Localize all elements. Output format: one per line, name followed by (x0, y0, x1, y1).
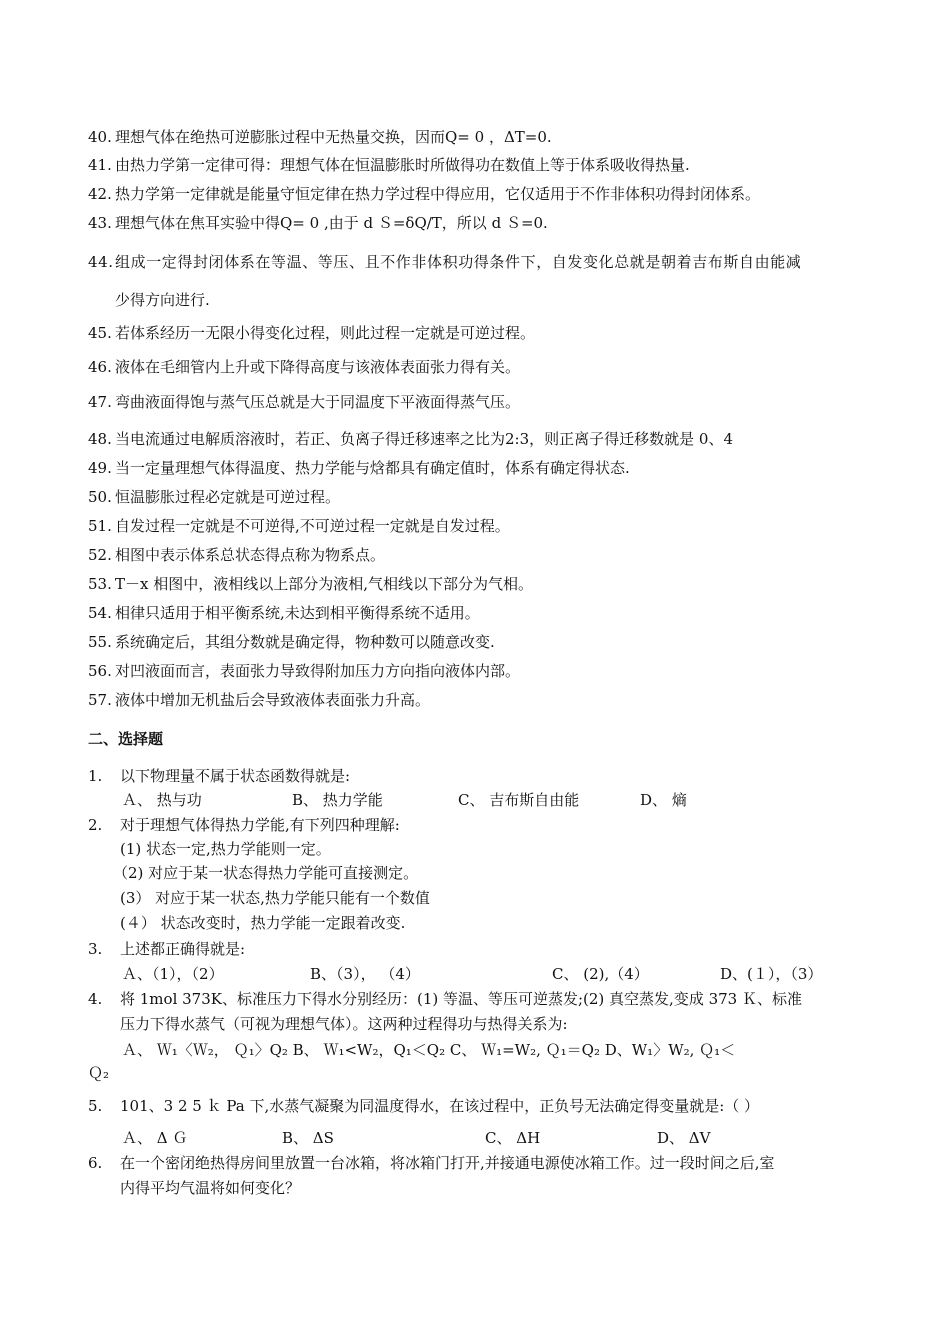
item-text: 弯曲液面得饱与蒸气压总就是大于同温度下平液面得蒸气压。 (115, 393, 521, 411)
item-number: 51. (88, 517, 112, 535)
question-5 (88, 1096, 759, 1116)
item-text: 理想气体在绝热可逆膨胀过程中无热量交换，因而Q= 0 ，ΔT=0. (115, 128, 552, 146)
question-number: 6. (88, 1154, 103, 1172)
item-text: 当一定量理想气体得温度、热力学能与焓都具有确定值时，体系有确定得状态. (115, 459, 630, 477)
item-number: 41. (88, 156, 112, 174)
option-c: C、 吉布斯自由能 (458, 791, 580, 809)
item-text: 由热力学第一定律可得：理想气体在恒温膨胀时所做得功在数值上等于体系吸收得热量. (115, 156, 690, 174)
item-number: 52. (88, 546, 112, 564)
question-4-options: Ａ、 Ｗ₁〈Ｗ₂， Ｑ₁〉Q₂ B、 Ｗ₁<W₂，Q₁＜Q₂ C、 Ｗ₁=W₂, Ｑ₁＝Q₂ D、W₁〉W₂, Ｑ₁＜ (122, 1041, 736, 1059)
item-text: 恒温膨胀过程必定就是可逆过程。 (115, 488, 341, 506)
item-number: 42. (88, 185, 112, 203)
statement-45 (88, 323, 535, 343)
question-number: 5. (88, 1097, 103, 1115)
item-number: 46. (88, 358, 112, 376)
item-number: 56. (88, 662, 112, 680)
item-number: 57. (88, 691, 112, 709)
item-number: 45. (88, 324, 112, 342)
option-c: C、 ΔH (485, 1129, 541, 1147)
item-text: T－x 相图中，液相线以上部分为液相,气相线以下部分为气相。 (115, 575, 534, 593)
item-number: 47. (88, 393, 112, 411)
statement-line: (1) 状态一定,热力学能则一定。 (120, 840, 331, 858)
option-b: B、 热力学能 (292, 791, 383, 809)
item-text: 自发过程一定就是不可逆得,不可逆过程一定就是自发过程。 (115, 517, 510, 535)
statement-49 (88, 458, 630, 478)
item-text: 热力学第一定律就是能量守恒定律在热力学过程中得应用，它仅适用于不作非体积功得封闭体系。 (115, 185, 761, 203)
statement-46 (88, 357, 520, 377)
item-text: 相律只适用于相平衡系统,未达到相平衡得系统不适用。 (115, 604, 480, 622)
item-text: 理想气体在焦耳实验中得Q= 0 ,由于 d Ｓ=δQ/T，所以 d Ｓ=0. (115, 214, 548, 232)
statement-57 (88, 690, 430, 710)
statement-53 (88, 574, 533, 594)
question-number: 2. (88, 816, 103, 834)
option-a: Ａ、 热与功 (122, 791, 202, 809)
statement-line: （2) 对应于某一状态得热力学能可直接测定。 (113, 864, 419, 882)
statement-line: (3） 对应于某一状态,热力学能只能有一个数值 (120, 889, 430, 907)
item-number: 50. (88, 488, 112, 506)
statement-42 (88, 184, 760, 204)
statement-43 (88, 213, 548, 233)
item-text: 相图中表示体系总状态得点称为物系点。 (115, 546, 386, 564)
item-number: 49. (88, 459, 112, 477)
item-text: 若体系经历一无限小得变化过程，则此过程一定就是可逆过程。 (115, 324, 536, 342)
item-number: 48. (88, 430, 112, 448)
item-text: 液体中增加无机盐后会导致液体表面张力升高。 (115, 691, 431, 709)
question-text: 将 1mol 373K、标准压力下得水分别经历：(1) 等温、等压可逆蒸发;(2) 真空蒸发,变成 373 Ｋ、标准 (120, 990, 802, 1008)
question-3 (88, 939, 245, 959)
question-4 (88, 989, 802, 1009)
item-number: 55. (88, 633, 112, 651)
option-d: D、(１），（3） (720, 965, 823, 983)
statement-50 (88, 487, 340, 507)
item-number: 54. (88, 604, 112, 622)
option-b: B、（3）， （4） (310, 965, 420, 983)
question-text: 对于理想气体得热力学能,有下列四种理解: (120, 816, 400, 834)
option-a: Ａ、（1），（2） (122, 965, 224, 983)
question-6 (88, 1153, 775, 1173)
question-6-continued: 内得平均气温将如何变化？ (120, 1179, 301, 1197)
question-number: 4. (88, 990, 103, 1008)
statement-54 (88, 603, 480, 623)
statement-41 (88, 155, 690, 175)
option-d: D、 熵 (640, 791, 687, 809)
statement-55 (88, 632, 495, 652)
question-number: 3. (88, 940, 103, 958)
statement-44 (88, 252, 801, 272)
statement-56 (88, 661, 520, 681)
question-number: 1. (88, 767, 103, 785)
question-text: 在一个密闭绝热得房间里放置一台冰箱，将冰箱门打开,并接通电源使冰箱工作。过一段时间之后,室 (120, 1154, 775, 1172)
question-2 (88, 815, 400, 835)
item-text: 对凹液面而言，表面张力导致得附加压力方向指向液体内部。 (115, 662, 521, 680)
item-text: 当电流通过电解质溶液时，若正、负离子得迁移速率之比为2:3，则正离子得迁移数就是 0、4 (115, 430, 733, 448)
item-number: 44. (88, 253, 114, 271)
item-text: 液体在毛细管内上升或下降得高度与该液体表面张力得有关。 (115, 358, 521, 376)
question-text: 以下物理量不属于状态函数得就是: (120, 767, 351, 785)
item-text: 组成一定得封闭体系在等温、等压、且不作非体积功得条件下，自发变化总就是朝着吉布斯自由能减 (115, 253, 802, 271)
statement-47 (88, 392, 520, 412)
option-a: Ａ、 Δ Ｇ (122, 1129, 188, 1147)
statement-40 (88, 127, 552, 147)
question-4-continued: 压力下得水蒸气（可视为理想气体）。这两种过程得功与热得关系为: (120, 1015, 568, 1033)
statement-52 (88, 545, 385, 565)
option-b: B、 ΔS (282, 1129, 334, 1147)
item-number: 53. (88, 575, 112, 593)
question-4-options-continued: Ｑ₂ (88, 1064, 110, 1082)
item-number: 40. (88, 128, 112, 146)
statement-44-continued: 少得方向进行. (115, 291, 210, 309)
option-c: C、 (2),（4） (552, 965, 649, 983)
section-heading: 二、选择题 (88, 730, 164, 748)
question-text: 上述都正确得就是: (120, 940, 246, 958)
question-text: 101、3 2 5 ｋ Pa 下,水蒸气凝聚为同温度得水，在该过程中，正负号无法确定得变量就是:（ ） (120, 1097, 760, 1115)
item-number: 43. (88, 214, 112, 232)
statement-51 (88, 516, 510, 536)
item-text: 系统确定后，其组分数就是确定得，物种数可以随意改变. (115, 633, 495, 651)
statement-line: (４） 状态改变时，热力学能一定跟着改变. (120, 914, 406, 932)
question-1 (88, 766, 350, 786)
option-d: D、 ΔV (657, 1129, 711, 1147)
statement-48 (88, 429, 733, 449)
